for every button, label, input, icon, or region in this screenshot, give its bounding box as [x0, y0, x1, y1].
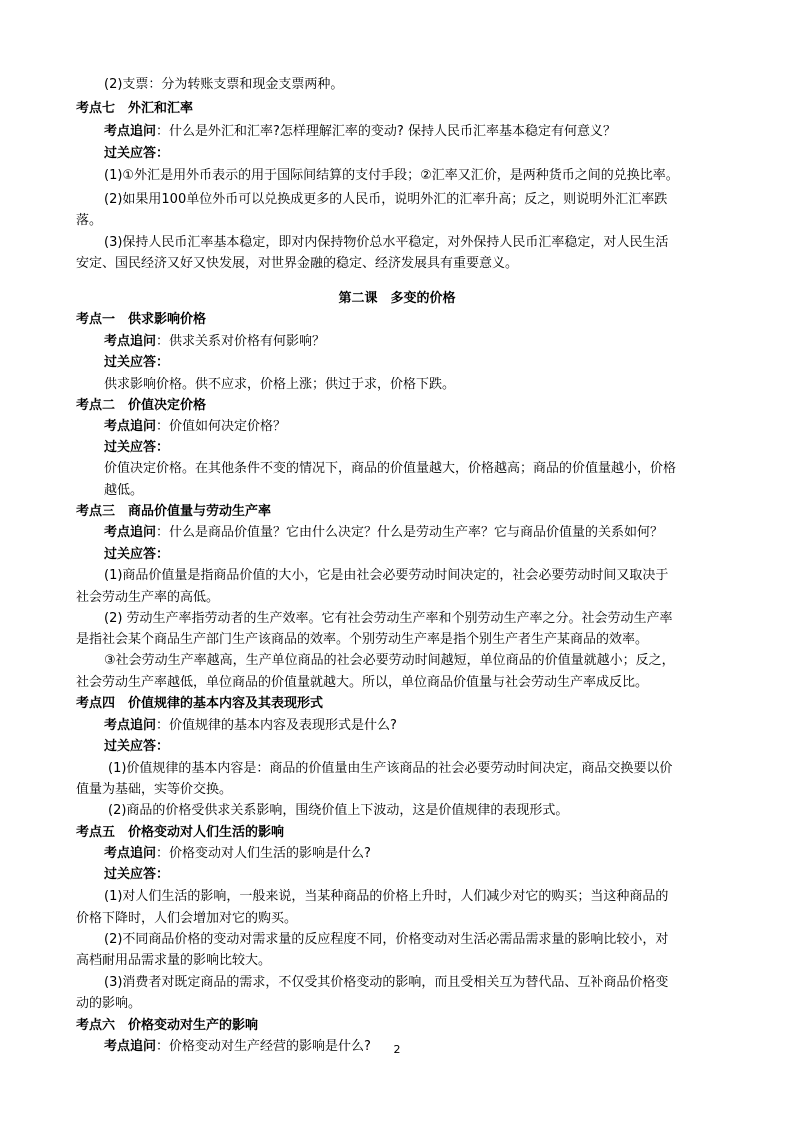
kaodian-heading: 考点四 价值规律的基本内容及其表现形式: [76, 696, 324, 711]
answer-label: 过关应答：: [104, 146, 170, 161]
answer-label: 过关应答：: [104, 440, 170, 455]
question-text: ：供求关系对价格有何影响？: [156, 334, 326, 349]
body-text: (3)消费者对既定商品的需求，不仅受其价格变动的影响，而且受相关互为替代品、互补商品价格变: [104, 975, 669, 990]
answer-label: 过关应答：: [104, 547, 170, 562]
body-text-continued: 是指社会某个商品生产部门生产该商品的效率。个别劳动生产率是指个别生产者生产某商品的效率。: [76, 632, 649, 647]
body-text: (2) 劳动生产率指劳动者的生产效率。它有社会劳动生产率和个别劳动生产率之分。社会劳动生产率: [104, 611, 673, 626]
kaodian-question: [104, 715, 754, 736]
kaodian-heading: 考点一 供求影响价格: [76, 312, 207, 327]
body-text-continued: 安定、国民经济又好又快发展，对世界金融的稳定、经济发展具有重要意义。: [76, 256, 519, 271]
body-text-continued: 社会劳动生产率的高低。: [76, 590, 220, 605]
question-text: ：价值如何决定价格？: [156, 419, 287, 434]
body-text: (3)保持人民币汇率基本稳定，即对内保持物价总水平稳定，对外保持人民币汇率稳定，对人民生活: [104, 235, 669, 250]
kaodian-heading: 考点六 价格变动对生产的影响: [76, 1018, 259, 1033]
body-text-continued: 落。: [76, 213, 103, 228]
body-text: (2)支票：分为转账支票和现金支票两种。: [104, 77, 344, 92]
answer-label: 过关应答：: [104, 867, 170, 882]
body-text: (2)不同商品价格的变动对需求量的反应程度不同，价格变动对生活必需品需求量的影响比较小，对: [104, 932, 669, 947]
answer-label: 过关应答：: [104, 739, 170, 754]
question-label: 考点追问: [104, 124, 157, 139]
question-label: 考点追问: [104, 334, 157, 349]
body-text: (1)①外汇是用外币表示的用于国际间结算的支付手段；②汇率又汇价，是两种货币之间的兑换比率。: [104, 168, 679, 183]
body-text: (1)价值规律的基本内容是：商品的价值量由生产该商品的社会必要劳动时间决定，商品交换要以价: [108, 761, 673, 776]
question-text: ：价格变动对生产经营的影响是什么?: [156, 1039, 371, 1054]
kaodian-question: [104, 416, 754, 437]
kaodian-heading: 考点三 商品价值量与劳动生产率: [76, 504, 272, 519]
kaodian-question: [104, 331, 754, 352]
question-label: 考点追问: [104, 419, 157, 434]
body-text: 价值决定价格。在其他条件不变的情况下，商品的价值量越大，价格越高；商品的价值量越小，价格: [104, 461, 677, 476]
body-text: (1)商品价值量是指商品价值的大小，它是由社会必要劳动时间决定的，社会必要劳动时间又取决于: [104, 568, 669, 583]
body-text-continued: 价格下降时，人们会增加对它的购买。: [76, 911, 298, 926]
lesson-title: 第二课 多变的价格: [338, 291, 456, 306]
kaodian-question: [104, 121, 754, 142]
answer-label: 过关应答：: [104, 355, 170, 370]
kaodian-heading: 考点五 价格变动对人们生活的影响: [76, 825, 285, 840]
question-text: ：什么是外汇和汇率?怎样理解汇率的变动? 保持人民币汇率基本稳定有何意义？: [156, 124, 616, 139]
body-text-continued: 值量为基础，实等价交换。: [76, 782, 233, 797]
body-text: (2)如果用100单位外币可以兑换成更多的人民币，说明外汇的汇率升高；反之，则说明外汇汇率跌: [104, 192, 668, 207]
kaodian-heading: 考点七 外汇和汇率: [76, 101, 194, 116]
body-text: (2)商品的价格受供求关系影响，围绕价值上下波动，这是价值规律的表现形式。: [108, 803, 569, 818]
body-text-continued: 高档耐用品需求量的影响比较大。: [76, 953, 272, 968]
body-text: 供求影响价格。供不应求，价格上涨；供过于求，价格下跌。: [104, 377, 456, 392]
question-text: ：价值规律的基本内容及表现形式是什么?: [156, 718, 397, 733]
page-number: 2: [393, 1043, 401, 1056]
question-label: 考点追问: [104, 1039, 157, 1054]
question-text: ：什么是商品价值量？它由什么决定？什么是劳动生产率？它与商品价值量的关系如何？: [156, 525, 664, 540]
question-label: 考点追问: [104, 846, 157, 861]
body-text: 越低。: [104, 483, 144, 498]
body-text-continued: 社会劳动生产率越低，单位商品的价值量就越大。所以，单位商品价值量与社会劳动生产率成反比。: [76, 675, 649, 690]
body-text-continued: 动的影响。: [76, 996, 142, 1011]
body-text: (1)对人们生活的影响，一般来说，当某种商品的价格上升时，人们减少对它的购买；当这种商品的: [104, 889, 669, 904]
kaodian-heading: 考点二 价值决定价格: [76, 398, 207, 413]
kaodian-question: [104, 522, 754, 543]
question-label: 考点追问: [104, 718, 157, 733]
question-label: 考点追问: [104, 525, 157, 540]
kaodian-question: [104, 843, 754, 864]
question-text: ：价格变动对人们生活的影响是什么?: [156, 846, 371, 861]
body-text: ③社会劳动生产率越高，生产单位商品的社会必要劳动时间越短，单位商品的价值量就越小；反之，: [104, 653, 675, 668]
